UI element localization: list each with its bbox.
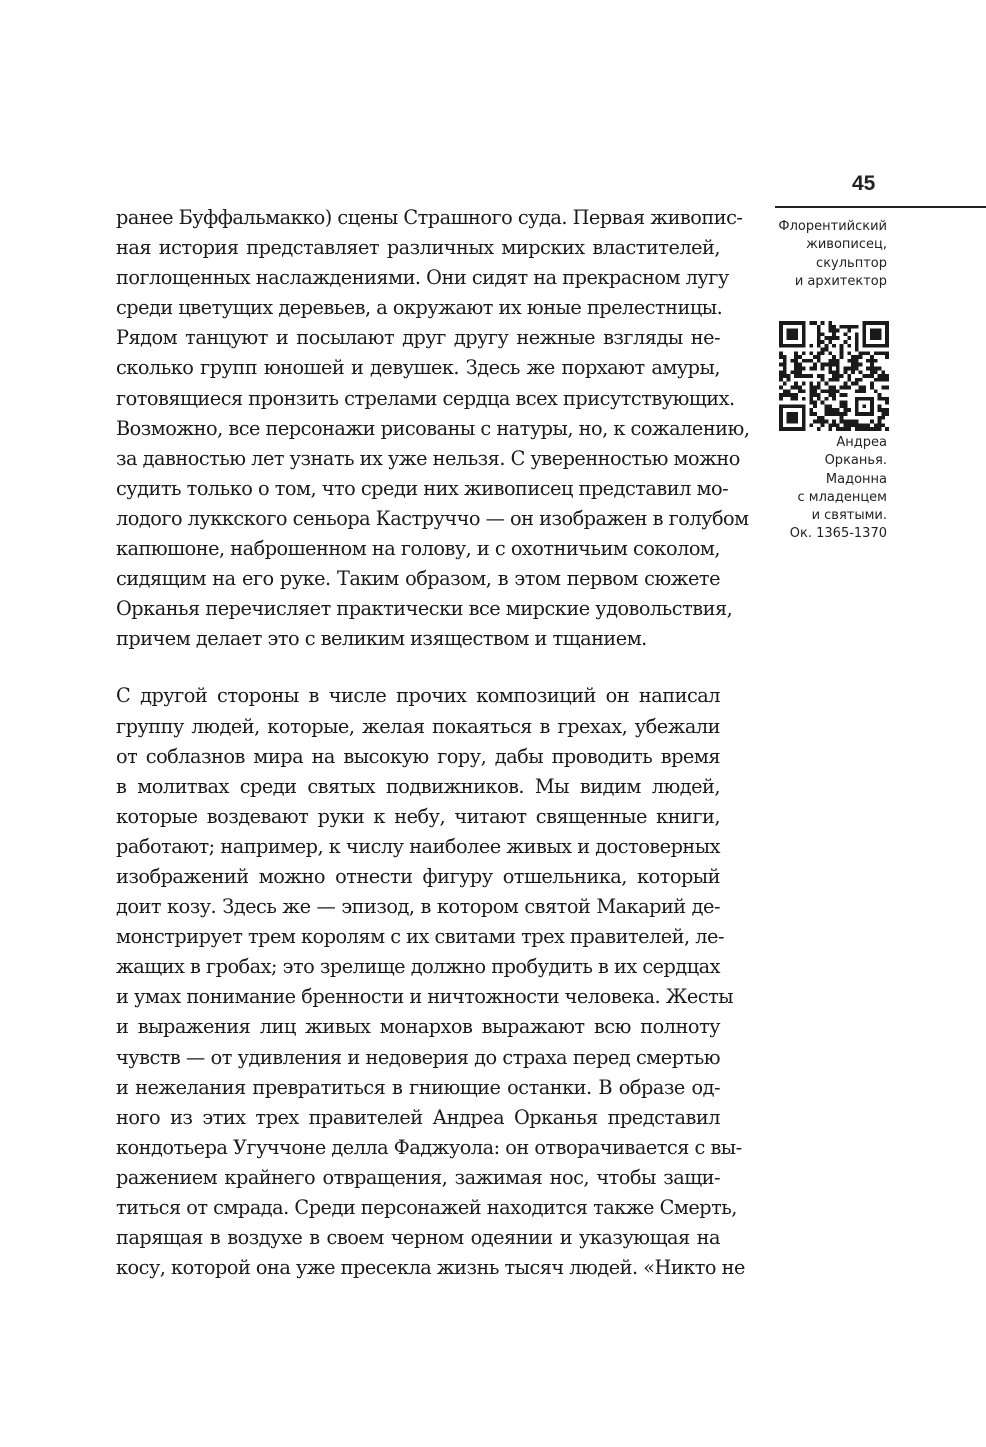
text-line: причем делает это с великим изяществом и тщанием. [116, 627, 647, 651]
text-line: судить только о том, что среди них живописец представил мо- [116, 476, 729, 500]
text-line: доит козу. Здесь же — эпизод, в котором святой Макарий де- [116, 895, 720, 919]
qr-code-icon[interactable] [779, 321, 889, 431]
text-line: лодого луккского сеньора Каструччо — он изображен в голубом [116, 506, 749, 530]
text-line: титься от смрада. Среди персонажей находится также Смерть, [116, 1196, 737, 1219]
text-line: сидящим на его руке. Таким образом, в этом первом сюжете [116, 567, 720, 591]
text-line: сколько групп юношей и девушек. Здесь же порхают амуры, [116, 356, 720, 380]
page-number: 45 [852, 172, 876, 195]
caption-line: с младенцем [797, 489, 887, 505]
text-line: Возможно, все персонажи рисованы с натуры, но, к сожалению, [116, 416, 750, 440]
illustration-caption [760, 434, 887, 544]
text-line: С другой стороны в числе прочих композиций он написал [116, 684, 720, 708]
text-line: жащих в гробах; это зрелище должно пробудить в их сердцах [116, 955, 721, 979]
paragraph-2 [116, 681, 745, 1283]
sidenote-line: Флорентийский [778, 219, 887, 234]
text-line: за давностью лет узнать их уже нельзя. С уверенностью можно [116, 446, 740, 470]
text-line: в молитвах среди святых подвижников. Мы видим людей, [116, 774, 720, 798]
text-line: от соблазнов мира на высокую гору, дабы проводить время [116, 744, 720, 768]
text-line: поглощенных наслаждениями. Они сидят на прекрасном лугу [116, 266, 729, 290]
header-rule [775, 206, 986, 208]
text-line: изображений можно отнести фигуру отшельника, который [116, 864, 720, 888]
caption-line: и святыми. [811, 508, 887, 524]
text-line: косу, которой она уже пресекла жизнь тысяч людей. «Никто не [116, 1256, 745, 1280]
text-line: кондотьера Угуччоне делла Фаджуола: он отворачивается с вы- [116, 1135, 742, 1159]
text-line: ражением крайнего отвращения, зажимая нос, чтобы защи- [116, 1165, 720, 1189]
text-line: Рядом танцуют и посылают друг другу нежные взгляды не- [116, 326, 720, 350]
paragraph-1 [116, 203, 750, 654]
caption-line: Орканья. [824, 453, 887, 469]
text-line: монстрирует трем королям с их свитами трех правителей, ле- [116, 925, 724, 949]
text-line: ная история представляет различных мирских властителей, [116, 236, 720, 260]
caption-line: Ок. 1365-1370 [789, 526, 887, 542]
text-line: чувств — от удивления и недоверия до страха перед смертью [116, 1045, 720, 1069]
text-line: капюшоне, наброшенном на голову, и с охотничьим соколом, [116, 537, 721, 561]
text-line: Орканья перечисляет практически все мирские удовольствия, [116, 597, 733, 621]
sidenote-line: скульптор [816, 255, 887, 271]
sidenote-line: живописец, [806, 237, 887, 253]
main-text-column [116, 203, 750, 1283]
text-line: среди цветущих деревьев, а окружают их юные прелестницы. [116, 296, 723, 320]
caption-line: Мадонна [825, 471, 887, 487]
sidenote-line: и архитектор [794, 273, 887, 289]
text-line: и нежелания превратиться в гниющие останки. В образе од- [116, 1075, 720, 1099]
text-line: и выражения лиц живых монархов выражают всю полноту [116, 1015, 720, 1039]
text-line: которые воздевают руки к небу, читают священные книги, [116, 804, 720, 828]
text-line: ного из этих трех правителей Андреа Орканья представил [116, 1105, 720, 1129]
text-line: группу людей, которые, желая покаяться в грехах, убежали [116, 714, 720, 738]
text-line: и умах понимание бренности и ничтожности человека. Жесты [116, 985, 734, 1009]
text-line: ранее Буффальмакко) сцены Страшного суда. Первая живопис- [116, 206, 743, 229]
text-line: работают; например, к числу наиболее живых и достоверных [116, 834, 720, 858]
caption-line: Андреа [836, 435, 887, 450]
text-line: парящая в воздухе в своем черном одеянии и указующая на [116, 1226, 720, 1250]
text-line: готовящиеся пронзить стрелами сердца всех присутствующих. [116, 386, 735, 410]
author-sidenote [760, 218, 887, 291]
